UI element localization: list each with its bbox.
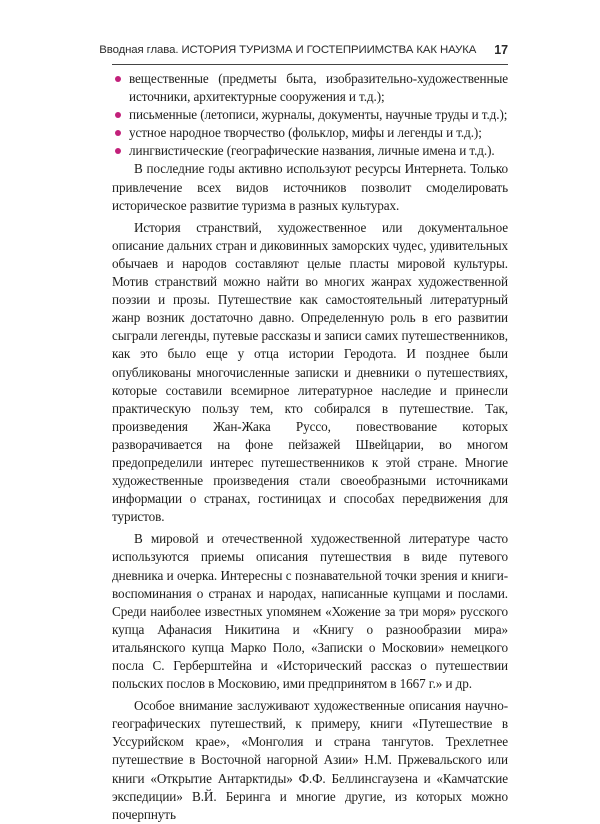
list-item: вещественные (предметы быта, изобразительно-художественные источники, архитектурные сооружения и т.д.); (112, 70, 508, 106)
paragraph-travel-literature: В мировой и отечественной художественной литературе часто используются приемы описания путешествия в виде путевого дневника и очерка. Интересны с познавательной точки зрения и книги-воспоминания о странах и народах, написанные купцами и послами. Среди наиболее известных упомянем «Хожение за три моря» русского купца Афанасия Никитина и «Книгу о разнообразии мира» итальянского купца Марко Поло, «Записки о Московии» немецкого посла С. Герберштейна и «Исторический рассказ о путешествии польских послов в Московию, ими предпринятом в 1667 г.» и др. (112, 531, 508, 692)
list-item: устное народное творчество (фольклор, мифы и легенды и т.д.); (112, 124, 508, 142)
paragraph-scientific-journeys: Особое внимание заслуживают художественные описания научно-географических путешествий, к примеру, книги «Путешествие в Уссурийском крае», «Монголия и страна тангутов. Трехлетнее путешествие в Восточной нагорной Азии» Н.М. Пржевальского или книги «Открытие Антарктиды» Ф.Ф. Беллинсгаузена и «Камчатские экспедиции» В.Й. Беринга и многие другие, из которых можно почерпнуть (112, 698, 508, 822)
list-item: письменные (летописи, журналы, документы, научные труды и т.д.); (112, 106, 508, 124)
paragraph-travel-history: История странствий, художественное или документальное описание дальних стран и диковинных заморских чудес, удивительных обычаев и народов составляют целые пласты мировой культуры. Мотив странствий можно найти во многих жанрах художественной поэзии и прозы. Путешествие как самостоятельный литературный жанр возник достаточно давно. Определенную роль в его развитии сыграли легенды, путевые рассказы и записи самих путешественников, как это было еще у отца истории Геродота. И позднее были опубликованы многочисленные записки и дневники о путешествиях, которые составили всемирное литературное наследие и принесли практическую пользу тем, кто собирался в путешествие. Так, произведения Жан-Жака Руссо, повествование которых разворачивается на фоне пейзажей Швейцарии, во многом предопределили интерес путешественников к этой стране. Многие художественные произведения стали своеобразными источниками информации о странах, гостиницах и способах передвижения для туристов. (112, 219, 508, 525)
bullet-dot-icon (115, 76, 121, 82)
header-divider (112, 64, 508, 65)
paragraph-internet-sources: В последние годы активно используют ресурсы Интернета. Только привлечение всех видов источников позволит смоделировать историческое развитие туризма в разных культурах. (112, 161, 508, 213)
body-text (112, 70, 508, 824)
chapter-title: Вводная глава. ИСТОРИЯ ТУРИЗМА И ГОСТЕПРИИМСТВА КАК НАУКА (99, 44, 477, 56)
bullet-dot-icon (115, 112, 121, 118)
bullet-dot-icon (115, 148, 121, 154)
source-types-list (112, 70, 508, 160)
page-number: 17 (494, 43, 508, 57)
bullet-dot-icon (115, 130, 121, 136)
running-header (99, 40, 508, 60)
list-item: лингвистические (географические названия, личные имена и т.д.). (112, 142, 508, 160)
